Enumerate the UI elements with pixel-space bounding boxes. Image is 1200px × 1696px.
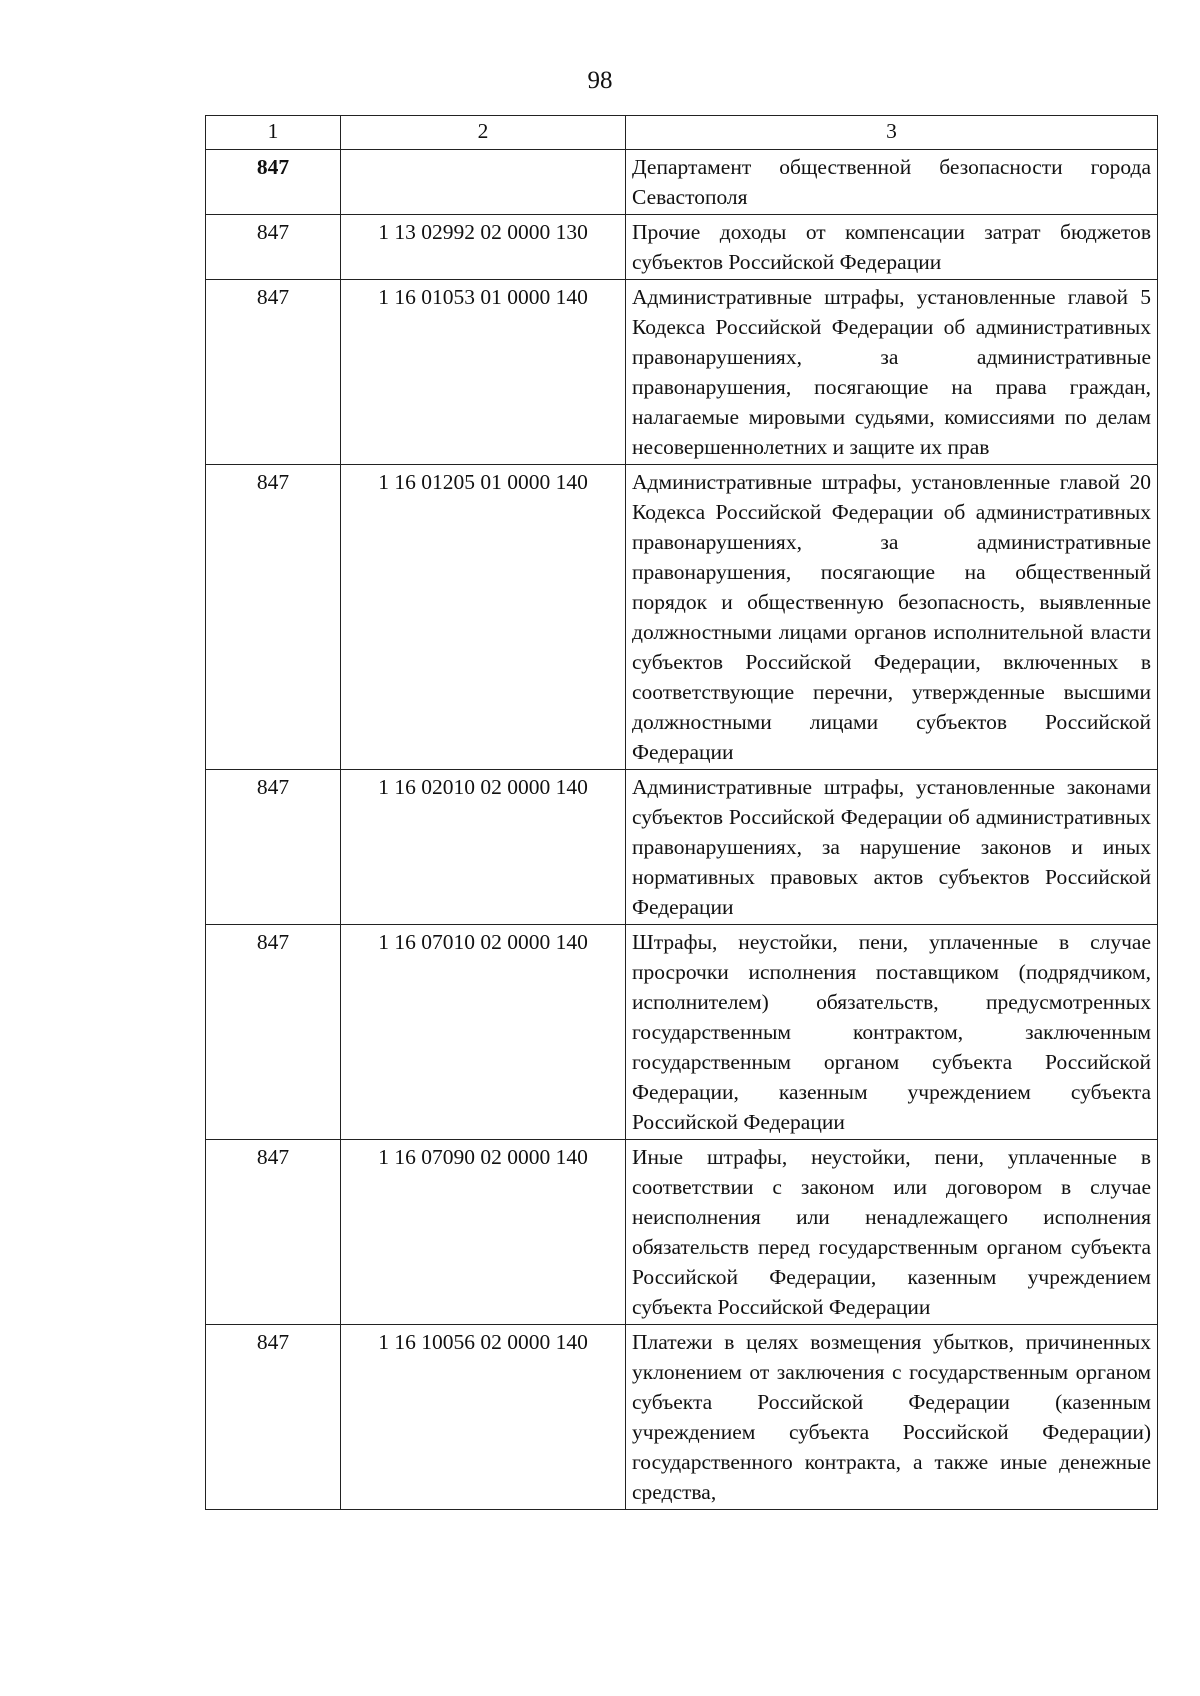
revenue-code-cell: 1 16 01053 01 0000 140 bbox=[341, 280, 626, 465]
column-header-1: 1 bbox=[206, 116, 341, 150]
admin-code-cell: 847 bbox=[206, 150, 341, 215]
revenue-name-cell: Административные штрафы, установленные главой 5 Кодекса Российской Федерации об административных правонарушениях, за административные правонарушения, посягающие на права граждан, налагаемые мировыми судьями, комиссиями по делам несовершеннолетних и защите их прав bbox=[626, 280, 1158, 465]
admin-code-cell: 847 bbox=[206, 1325, 341, 1510]
page-number: 98 bbox=[587, 67, 613, 94]
table-row bbox=[206, 925, 1158, 1140]
revenue-name-cell: Административные штрафы, установленные главой 20 Кодекса Российской Федерации об административных правонарушениях, за административные правонарушения, посягающие на общественный порядок и общественную безопасность, выявленные должностными лицами органов исполнительной власти субъектов Российской Федерации, включенных в соответствующие перечни, утвержденные высшими должностными лицами субъектов Российской Федерации bbox=[626, 465, 1158, 770]
revenue-code-cell bbox=[341, 150, 626, 215]
table-row bbox=[206, 280, 1158, 465]
column-header-2: 2 bbox=[341, 116, 626, 150]
admin-code-cell: 847 bbox=[206, 770, 341, 925]
revenue-code-cell: 1 16 01205 01 0000 140 bbox=[341, 465, 626, 770]
admin-code-cell: 847 bbox=[206, 925, 341, 1140]
revenue-codes-table bbox=[205, 115, 1158, 1510]
revenue-name-cell: Департамент общественной безопасности города Севастополя bbox=[626, 150, 1158, 215]
table-row bbox=[206, 770, 1158, 925]
table-row-department bbox=[206, 150, 1158, 215]
admin-code-cell: 847 bbox=[206, 215, 341, 280]
table-row bbox=[206, 215, 1158, 280]
revenue-name-cell: Иные штрафы, неустойки, пени, уплаченные в соответствии с законом или договором в случае неисполнения или ненадлежащего исполнения обязательств перед государственным органом субъекта Российской Федерации, казенным учреждением субъекта Российской Федерации bbox=[626, 1140, 1158, 1325]
admin-code-cell: 847 bbox=[206, 280, 341, 465]
revenue-code-cell: 1 13 02992 02 0000 130 bbox=[341, 215, 626, 280]
table-header-row bbox=[206, 116, 1158, 150]
table-row bbox=[206, 465, 1158, 770]
revenue-name-cell: Штрафы, неустойки, пени, уплаченные в случае просрочки исполнения поставщиком (подрядчиком, исполнителем) обязательств, предусмотренных государственным контрактом, заключенным государственным органом субъекта Российской Федерации, казенным учреждением субъекта Российской Федерации bbox=[626, 925, 1158, 1140]
admin-code-cell: 847 bbox=[206, 465, 341, 770]
revenue-code-cell: 1 16 07090 02 0000 140 bbox=[341, 1140, 626, 1325]
revenue-code-cell: 1 16 07010 02 0000 140 bbox=[341, 925, 626, 1140]
admin-code-cell: 847 bbox=[206, 1140, 341, 1325]
column-header-3: 3 bbox=[626, 116, 1158, 150]
revenue-name-cell: Прочие доходы от компенсации затрат бюджетов субъектов Российской Федерации bbox=[626, 215, 1158, 280]
revenue-name-cell: Административные штрафы, установленные законами субъектов Российской Федерации об административных правонарушениях, за нарушение законов и иных нормативных правовых актов субъектов Российской Федерации bbox=[626, 770, 1158, 925]
revenue-code-cell: 1 16 10056 02 0000 140 bbox=[341, 1325, 626, 1510]
table-row bbox=[206, 1325, 1158, 1510]
revenue-name-cell: Платежи в целях возмещения убытков, причиненных уклонением от заключения с государственным органом субъекта Российской Федерации (казенным учреждением субъекта Российской Федерации) государственного контракта, а также иные денежные средства, bbox=[626, 1325, 1158, 1510]
table-row bbox=[206, 1140, 1158, 1325]
revenue-code-cell: 1 16 02010 02 0000 140 bbox=[341, 770, 626, 925]
